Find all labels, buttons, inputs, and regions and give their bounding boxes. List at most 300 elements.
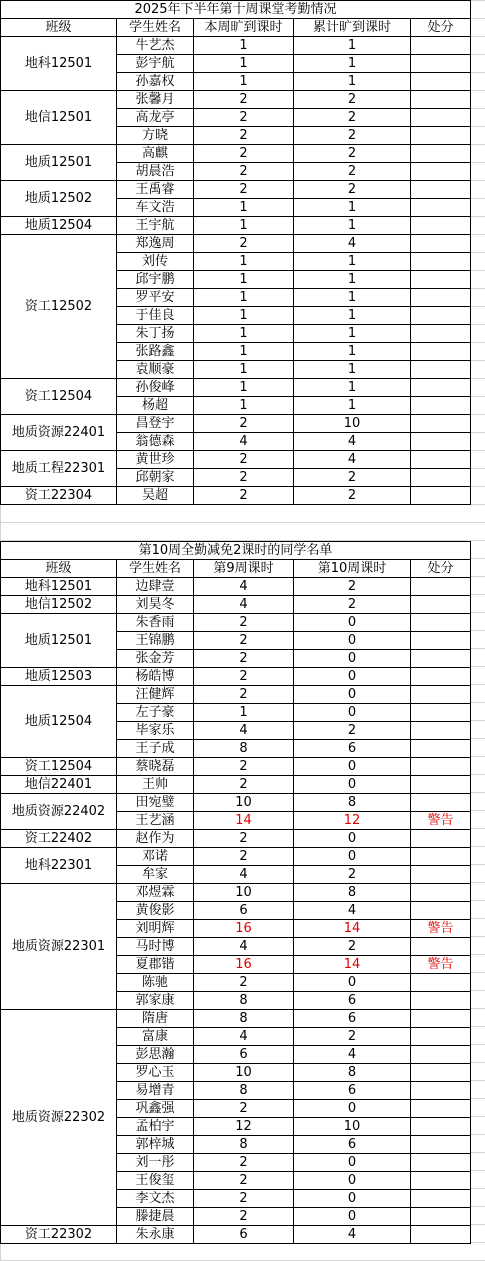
hours-cell: 4 (294, 451, 411, 469)
penalty-cell (411, 199, 471, 217)
hours-cell: 0 (294, 758, 411, 776)
student-name-cell: 车文浩 (117, 199, 194, 217)
hours-cell: 10 (194, 1064, 294, 1082)
full-attendance-table (0, 541, 471, 1244)
class-cell: 地质12504 (1, 217, 117, 235)
penalty-cell (411, 614, 471, 632)
attendance-header-cell: 本周旷到课时 (194, 19, 294, 37)
hours-cell: 0 (294, 848, 411, 866)
hours-cell: 1 (194, 397, 294, 415)
penalty-cell (411, 758, 471, 776)
class-cell: 地质12501 (1, 614, 117, 668)
class-cell: 资工12502 (1, 235, 117, 379)
penalty-cell (411, 487, 471, 505)
attendance-row (1, 37, 471, 55)
hours-cell: 4 (294, 1046, 411, 1064)
student-name-cell: 李文杰 (117, 1190, 194, 1208)
hours-cell: 2 (194, 776, 294, 794)
penalty-cell (411, 289, 471, 307)
hours-cell: 2 (194, 181, 294, 199)
penalty-cell (411, 37, 471, 55)
penalty-cell (411, 1118, 471, 1136)
hours-cell: 2 (194, 235, 294, 253)
student-name-cell: 牛艺杰 (117, 37, 194, 55)
hours-cell: 16 (194, 956, 294, 974)
penalty-cell (411, 307, 471, 325)
hours-cell: 2 (194, 650, 294, 668)
hours-cell: 2 (294, 145, 411, 163)
student-name-cell: 汪健辉 (117, 686, 194, 704)
hours-cell: 2 (294, 866, 411, 884)
class-cell: 地质资源22301 (1, 884, 117, 1010)
penalty-cell (411, 866, 471, 884)
class-cell: 资工12504 (1, 758, 117, 776)
full-attendance-row (1, 614, 471, 632)
hours-cell: 2 (294, 91, 411, 109)
hours-cell: 4 (294, 902, 411, 920)
penalty-cell (411, 343, 471, 361)
class-cell: 地质12501 (1, 145, 117, 181)
hours-cell: 6 (294, 1082, 411, 1100)
hours-cell: 2 (294, 1028, 411, 1046)
class-cell: 地科22301 (1, 848, 117, 884)
student-name-cell: 王锦鹏 (117, 632, 194, 650)
student-name-cell: 黄世珍 (117, 451, 194, 469)
hours-cell: 2 (194, 163, 294, 181)
attendance-row (1, 217, 471, 235)
hours-cell: 1 (294, 217, 411, 235)
hours-cell: 2 (194, 668, 294, 686)
student-name-cell: 滕捷晨 (117, 1208, 194, 1226)
full-attendance-row (1, 830, 471, 848)
penalty-cell (411, 469, 471, 487)
hours-cell: 1 (194, 289, 294, 307)
hours-cell: 2 (194, 758, 294, 776)
class-cell: 资工22304 (1, 487, 117, 505)
hours-cell: 8 (194, 1136, 294, 1154)
student-name-cell: 刘昊冬 (117, 596, 194, 614)
attendance-row (1, 379, 471, 397)
hours-cell: 2 (194, 469, 294, 487)
hours-cell: 1 (194, 271, 294, 289)
student-name-cell: 孙嘉权 (117, 73, 194, 91)
hours-cell: 1 (294, 361, 411, 379)
student-name-cell: 孙俊峰 (117, 379, 194, 397)
hours-cell: 2 (194, 1208, 294, 1226)
penalty-cell (411, 1190, 471, 1208)
hours-cell: 2 (194, 145, 294, 163)
student-name-cell: 孟柏宇 (117, 1118, 194, 1136)
full-attendance-title: 第10周全勤减免2课时的同学名单 (1, 542, 471, 560)
full-attendance-row (1, 1010, 471, 1028)
hours-cell: 1 (294, 379, 411, 397)
class-cell: 地科12501 (1, 37, 117, 91)
hours-cell: 0 (294, 830, 411, 848)
hours-cell: 1 (194, 55, 294, 73)
hours-cell: 8 (294, 1064, 411, 1082)
hours-cell: 2 (294, 127, 411, 145)
student-name-cell: 郑逸周 (117, 235, 194, 253)
student-name-cell: 邱朝家 (117, 469, 194, 487)
hours-cell: 2 (194, 1100, 294, 1118)
class-cell: 地信12501 (1, 91, 117, 145)
full-attendance-row (1, 848, 471, 866)
hours-cell: 0 (294, 632, 411, 650)
class-cell: 地质资源22401 (1, 415, 117, 451)
penalty-cell (411, 181, 471, 199)
hours-cell: 1 (194, 199, 294, 217)
hours-cell: 8 (194, 992, 294, 1010)
student-name-cell: 夏郡锴 (117, 956, 194, 974)
penalty-cell (411, 415, 471, 433)
hours-cell: 0 (294, 1172, 411, 1190)
hours-cell: 1 (194, 37, 294, 55)
hours-cell: 10 (194, 884, 294, 902)
penalty-cell (411, 974, 471, 992)
penalty-cell (411, 704, 471, 722)
hours-cell: 8 (194, 1010, 294, 1028)
attendance-title: 2025年下半年第十周课堂考勤情况 (1, 1, 471, 19)
class-cell: 地信22401 (1, 776, 117, 794)
hours-cell: 4 (194, 578, 294, 596)
student-name-cell: 高龙亭 (117, 109, 194, 127)
hours-cell: 0 (294, 650, 411, 668)
full-attendance-header-cell: 第10周课时 (294, 560, 411, 578)
penalty-cell (411, 722, 471, 740)
hours-cell: 1 (294, 253, 411, 271)
penalty-cell (411, 1100, 471, 1118)
full-attendance-row (1, 758, 471, 776)
full-attendance-header-cell: 学生姓名 (117, 560, 194, 578)
class-cell: 地质12504 (1, 686, 117, 758)
penalty-cell (411, 1208, 471, 1226)
hours-cell: 2 (194, 848, 294, 866)
penalty-cell: 警告 (411, 920, 471, 938)
hours-cell: 2 (194, 974, 294, 992)
penalty-cell (411, 1154, 471, 1172)
hours-cell: 1 (194, 253, 294, 271)
hours-cell: 6 (294, 1010, 411, 1028)
hours-cell: 1 (194, 343, 294, 361)
full-attendance-row (1, 1226, 471, 1244)
student-name-cell: 左子豪 (117, 704, 194, 722)
attendance-row (1, 145, 471, 163)
penalty-cell (411, 433, 471, 451)
penalty-cell (411, 325, 471, 343)
student-name-cell: 郭家康 (117, 992, 194, 1010)
penalty-cell (411, 163, 471, 181)
student-name-cell: 邓诺 (117, 848, 194, 866)
hours-cell: 1 (194, 217, 294, 235)
hours-cell: 1 (294, 55, 411, 73)
hours-cell: 2 (294, 181, 411, 199)
penalty-cell (411, 848, 471, 866)
hours-cell: 16 (194, 920, 294, 938)
student-name-cell: 邱宇鹏 (117, 271, 194, 289)
student-name-cell: 王禹睿 (117, 181, 194, 199)
hours-cell: 12 (294, 812, 411, 830)
hours-cell: 1 (194, 73, 294, 91)
hours-cell: 2 (294, 487, 411, 505)
student-name-cell: 翁德森 (117, 433, 194, 451)
attendance-row (1, 487, 471, 505)
student-name-cell: 高麒 (117, 145, 194, 163)
penalty-cell (411, 1064, 471, 1082)
hours-cell: 2 (194, 632, 294, 650)
attendance-title-row (1, 1, 471, 19)
penalty-cell (411, 235, 471, 253)
hours-cell: 2 (294, 722, 411, 740)
hours-cell: 6 (194, 1046, 294, 1064)
full-attendance-row (1, 668, 471, 686)
hours-cell: 8 (294, 794, 411, 812)
penalty-cell (411, 578, 471, 596)
hours-cell: 1 (194, 361, 294, 379)
hours-cell: 1 (294, 397, 411, 415)
hours-cell: 2 (194, 1190, 294, 1208)
hours-cell: 0 (294, 1208, 411, 1226)
hours-cell: 1 (294, 289, 411, 307)
attendance-row (1, 235, 471, 253)
student-name-cell: 袁顺豪 (117, 361, 194, 379)
full-attendance-row (1, 686, 471, 704)
penalty-cell (411, 1226, 471, 1244)
student-name-cell: 于佳良 (117, 307, 194, 325)
hours-cell: 1 (194, 379, 294, 397)
class-cell: 地信12502 (1, 596, 117, 614)
hours-cell: 0 (294, 1190, 411, 1208)
hours-cell: 2 (294, 469, 411, 487)
student-name-cell: 彭思瀚 (117, 1046, 194, 1064)
hours-cell: 2 (194, 1172, 294, 1190)
penalty-cell (411, 668, 471, 686)
full-attendance-header-cell: 班级 (1, 560, 117, 578)
penalty-cell (411, 397, 471, 415)
hours-cell: 10 (194, 794, 294, 812)
student-name-cell: 张路鑫 (117, 343, 194, 361)
student-name-cell: 彭宇航 (117, 55, 194, 73)
student-name-cell: 朱丁扬 (117, 325, 194, 343)
full-attendance-header-cell: 第9周课时 (194, 560, 294, 578)
hours-cell: 14 (294, 920, 411, 938)
full-attendance-row (1, 794, 471, 812)
student-name-cell: 蔡晓磊 (117, 758, 194, 776)
student-name-cell: 杨皓博 (117, 668, 194, 686)
hours-cell: 1 (294, 343, 411, 361)
student-name-cell: 赵作为 (117, 830, 194, 848)
penalty-cell (411, 217, 471, 235)
student-name-cell: 朱永康 (117, 1226, 194, 1244)
full-attendance-row (1, 884, 471, 902)
penalty-cell (411, 109, 471, 127)
student-name-cell: 王俊玺 (117, 1172, 194, 1190)
hours-cell: 1 (194, 325, 294, 343)
hours-cell: 10 (294, 1118, 411, 1136)
penalty-cell (411, 1172, 471, 1190)
student-name-cell: 黄俊影 (117, 902, 194, 920)
student-name-cell: 王艺涵 (117, 812, 194, 830)
class-cell: 地科12501 (1, 578, 117, 596)
penalty-cell (411, 686, 471, 704)
student-name-cell: 田宛璧 (117, 794, 194, 812)
student-name-cell: 陈驰 (117, 974, 194, 992)
hours-cell: 2 (294, 578, 411, 596)
hours-cell: 0 (294, 776, 411, 794)
penalty-cell (411, 73, 471, 91)
hours-cell: 0 (294, 614, 411, 632)
student-name-cell: 罗心玉 (117, 1064, 194, 1082)
attendance-header-cell: 学生姓名 (117, 19, 194, 37)
hours-cell: 2 (194, 91, 294, 109)
student-name-cell: 毕家乐 (117, 722, 194, 740)
student-name-cell: 胡晨浩 (117, 163, 194, 181)
hours-cell: 2 (194, 109, 294, 127)
hours-cell: 4 (194, 596, 294, 614)
student-name-cell: 罗平安 (117, 289, 194, 307)
hours-cell: 4 (194, 1028, 294, 1046)
attendance-row (1, 451, 471, 469)
hours-cell: 2 (194, 487, 294, 505)
penalty-cell (411, 632, 471, 650)
hours-cell: 1 (294, 271, 411, 289)
full-attendance-row (1, 776, 471, 794)
penalty-cell (411, 1082, 471, 1100)
penalty-cell (411, 145, 471, 163)
penalty-cell (411, 992, 471, 1010)
penalty-cell (411, 794, 471, 812)
hours-cell: 2 (194, 127, 294, 145)
full-attendance-header-cell: 处分 (411, 560, 471, 578)
hours-cell: 2 (294, 163, 411, 181)
hours-cell: 4 (294, 433, 411, 451)
student-name-cell: 刘传 (117, 253, 194, 271)
full-attendance-row (1, 578, 471, 596)
hours-cell: 14 (194, 812, 294, 830)
student-name-cell: 张金芳 (117, 650, 194, 668)
penalty-cell (411, 271, 471, 289)
class-cell: 地质资源22302 (1, 1010, 117, 1226)
penalty-cell (411, 91, 471, 109)
hours-cell: 1 (194, 307, 294, 325)
hours-cell: 2 (194, 686, 294, 704)
hours-cell: 0 (294, 1100, 411, 1118)
penalty-cell (411, 1136, 471, 1154)
student-name-cell: 马时博 (117, 938, 194, 956)
hours-cell: 1 (294, 325, 411, 343)
hours-cell: 1 (294, 307, 411, 325)
attendance-table (0, 0, 471, 505)
penalty-cell (411, 1046, 471, 1064)
hours-cell: 1 (294, 73, 411, 91)
hours-cell: 6 (194, 1226, 294, 1244)
hours-cell: 8 (194, 1082, 294, 1100)
penalty-cell (411, 902, 471, 920)
hours-cell: 6 (294, 992, 411, 1010)
student-name-cell: 朱香雨 (117, 614, 194, 632)
penalty-cell: 警告 (411, 812, 471, 830)
attendance-header-cell: 处分 (411, 19, 471, 37)
attendance-header-row (1, 19, 471, 37)
hours-cell: 2 (294, 109, 411, 127)
hours-cell: 4 (294, 235, 411, 253)
attendance-row (1, 91, 471, 109)
student-name-cell: 王子成 (117, 740, 194, 758)
student-name-cell: 边肆壹 (117, 578, 194, 596)
hours-cell: 8 (194, 740, 294, 758)
full-attendance-title-row (1, 542, 471, 560)
penalty-cell (411, 938, 471, 956)
hours-cell: 4 (194, 938, 294, 956)
penalty-cell (411, 361, 471, 379)
penalty-cell (411, 1028, 471, 1046)
hours-cell: 6 (294, 1136, 411, 1154)
hours-cell: 4 (194, 433, 294, 451)
hours-cell: 2 (194, 614, 294, 632)
penalty-cell: 警告 (411, 956, 471, 974)
hours-cell: 6 (194, 902, 294, 920)
student-name-cell: 富康 (117, 1028, 194, 1046)
hours-cell: 12 (194, 1118, 294, 1136)
hours-cell: 0 (294, 686, 411, 704)
hours-cell: 8 (294, 884, 411, 902)
student-name-cell: 王宇航 (117, 217, 194, 235)
hours-cell: 0 (294, 704, 411, 722)
attendance-header-cell: 班级 (1, 19, 117, 37)
penalty-cell (411, 55, 471, 73)
penalty-cell (411, 776, 471, 794)
hours-cell: 2 (294, 596, 411, 614)
attendance-row (1, 181, 471, 199)
hours-cell: 0 (294, 1154, 411, 1172)
full-attendance-header-row (1, 560, 471, 578)
penalty-cell (411, 253, 471, 271)
class-cell: 地质12503 (1, 668, 117, 686)
penalty-cell (411, 830, 471, 848)
class-cell: 地质12502 (1, 181, 117, 217)
hours-cell: 1 (294, 37, 411, 55)
penalty-cell (411, 650, 471, 668)
hours-cell: 0 (294, 974, 411, 992)
student-name-cell: 杨超 (117, 397, 194, 415)
class-cell: 地质资源22402 (1, 794, 117, 830)
student-name-cell: 牟家 (117, 866, 194, 884)
student-name-cell: 刘一彤 (117, 1154, 194, 1172)
student-name-cell: 郭梓城 (117, 1136, 194, 1154)
student-name-cell: 易增青 (117, 1082, 194, 1100)
student-name-cell: 王帅 (117, 776, 194, 794)
penalty-cell (411, 596, 471, 614)
hours-cell: 2 (194, 830, 294, 848)
student-name-cell: 方晓 (117, 127, 194, 145)
hours-cell: 2 (194, 451, 294, 469)
penalty-cell (411, 127, 471, 145)
student-name-cell: 昌登宇 (117, 415, 194, 433)
class-cell: 资工22302 (1, 1226, 117, 1244)
hours-cell: 4 (194, 866, 294, 884)
attendance-header-cell: 累计旷到课时 (294, 19, 411, 37)
student-name-cell: 巩鑫强 (117, 1100, 194, 1118)
penalty-cell (411, 379, 471, 397)
hours-cell: 0 (294, 668, 411, 686)
hours-cell: 10 (294, 415, 411, 433)
hours-cell: 2 (194, 415, 294, 433)
class-cell: 资工12504 (1, 379, 117, 415)
class-cell: 资工22402 (1, 830, 117, 848)
hours-cell: 4 (194, 722, 294, 740)
attendance-row (1, 415, 471, 433)
class-cell: 地质工程22301 (1, 451, 117, 487)
penalty-cell (411, 451, 471, 469)
